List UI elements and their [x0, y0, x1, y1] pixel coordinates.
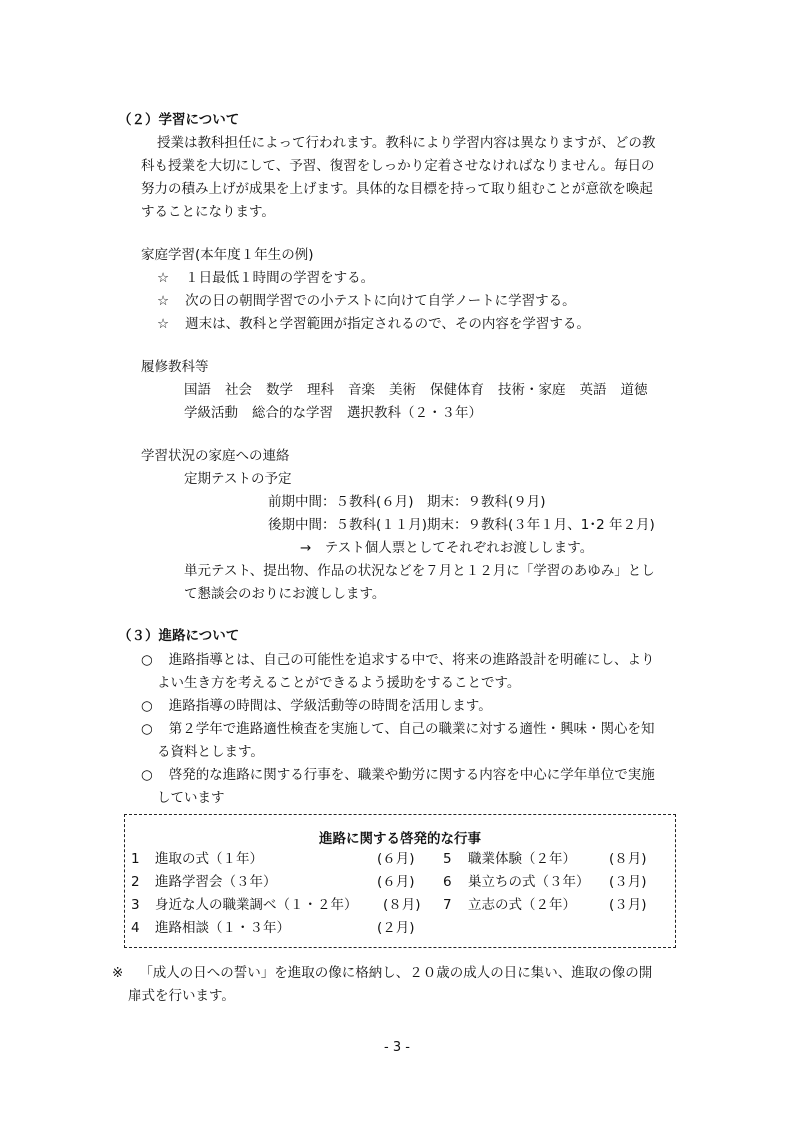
event-name: 職業体験（２年） [468, 851, 576, 867]
arrow-note: → テスト個人票としてそれぞれお渡しします。 [300, 540, 594, 556]
career-item-1: ○ 進路指導とは、自己の可能性を追求する中で、将来の進路設計を明確にし、より [141, 652, 655, 668]
event-number: 5 [443, 851, 452, 867]
footnote-line-1: ※ 「成人の日への誓い」を進取の像に格納し、２０歳の成人の日に集い、進取の像の開 [112, 965, 653, 981]
event-name: 立志の式（２年） [468, 897, 576, 913]
event-name: 巣立ちの式（３年） [468, 874, 590, 890]
event-name: 進取の式（１年） [155, 851, 263, 867]
subject-item: 美術 [389, 382, 416, 398]
career-events-box [124, 814, 676, 948]
event-number: 1 [131, 851, 140, 867]
subject-item: 選択教科（２・３年） [347, 405, 482, 421]
circle-icon: ○ [141, 698, 153, 714]
career-item-3: ○ 第２学年で進路適性検査を実施して、自己の職業に対する適性・興味・関心を知 [141, 721, 655, 737]
subject-item: 学級活動 [184, 405, 238, 421]
subjects-row-2 [184, 404, 482, 422]
first-term-tests: 前期中間：５教科(６月) 期末：９教科(９月) [268, 494, 546, 510]
event-month: (８月) [383, 897, 421, 913]
subject-item: 国語 [184, 382, 211, 398]
event-number: 2 [131, 874, 140, 890]
career-item-1-cont: よい生き方を考えることができるよう援助をすることです。 [157, 675, 521, 691]
second-term-tests: 後期中間：５教科(１１月)期末：９教科(３年１月、1･2 年２月) [268, 517, 655, 533]
subject-item: 総合的な学習 [252, 405, 333, 421]
event-month: (６月) [377, 874, 415, 890]
subject-item: 技術・家庭 [498, 382, 566, 398]
subject-item: 道徳 [620, 382, 648, 398]
event-name: 身近な人の職業調べ（１・２年） [155, 897, 358, 913]
circle-icon: ○ [141, 767, 153, 783]
subject-item: 音楽 [348, 382, 375, 398]
section2-para-line-1: 授業は教科担任によって行われます。教科により学習内容は異なりますが、どの教 [157, 135, 656, 151]
subject-item: 英語 [579, 382, 607, 398]
circle-icon: ○ [141, 652, 153, 668]
asterisk-icon: ※ [112, 965, 124, 981]
test-schedule-title: 定期テストの予定 [184, 471, 292, 487]
career-item-4-cont: しています [157, 790, 225, 806]
event-number: 4 [131, 920, 140, 936]
events-title: 進路に関する啓発的な行事 [319, 831, 481, 847]
home-study-item-3: ☆ 週末は、教科と学習範囲が指定されるので、その内容を学習する。 [157, 316, 590, 332]
star-icon: ☆ [157, 316, 170, 332]
event-month: (３月) [609, 874, 647, 890]
section2-heading: （２）学習について [118, 112, 240, 128]
circle-icon: ○ [141, 721, 153, 737]
subjects-row-1 [184, 381, 648, 399]
event-month: (６月) [377, 851, 415, 867]
section2-para-line-3: 努力の積み上げが成果を上げます。具体的な目標を持って取り組むことが意欲を喚起 [141, 181, 653, 197]
event-month: (３月) [609, 897, 647, 913]
subjects-title: 履修教科等 [141, 359, 209, 375]
unit-note-line-2: て懇談会のおりにお渡しします。 [184, 586, 386, 602]
career-item-3-cont: る資料とします。 [157, 744, 264, 760]
event-name: 進路学習会（３年） [155, 874, 277, 890]
event-month: (８月) [609, 851, 647, 867]
subject-item: 保健体育 [430, 382, 484, 398]
unit-note-line-1: 単元テスト、提出物、作品の状況などを７月と１２月に「学習のあゆみ」とし [184, 563, 655, 579]
subject-item: 理科 [307, 382, 334, 398]
event-name: 進路相談（１・３年） [155, 920, 290, 936]
event-number: 3 [131, 897, 140, 913]
subject-item: 数学 [266, 382, 293, 398]
career-item-2: ○ 進路指導の時間は、学級活動等の時間を活用します。 [141, 698, 492, 714]
section2-para-line-2: 科も授業を大切にして、予習、復習をしっかり定着させなければなりません。毎日の [141, 158, 655, 174]
event-number: 7 [443, 897, 452, 913]
footnote-line-2: 扉式を行います。 [128, 988, 235, 1004]
home-study-title: 家庭学習(本年度１年生の例) [141, 247, 314, 263]
event-month: (２月) [377, 920, 415, 936]
page-number: - 3 - [384, 1040, 410, 1055]
contact-title: 学習状況の家庭への連絡 [141, 448, 290, 464]
career-item-4: ○ 啓発的な進路に関する行事を、職業や勤労に関する内容を中心に学年単位で実施 [141, 767, 655, 783]
star-icon: ☆ [157, 270, 170, 286]
home-study-item-2: ☆ 次の日の朝間学習での小テストに向けて自学ノートに学習する。 [157, 293, 576, 309]
event-number: 6 [443, 874, 452, 890]
home-study-item-1: ☆ １日最低１時間の学習をする。 [157, 270, 375, 286]
section3-heading: （３）進路について [118, 628, 240, 644]
star-icon: ☆ [157, 293, 170, 309]
subject-item: 社会 [225, 382, 252, 398]
section2-para-line-4: することになります。 [141, 204, 275, 220]
